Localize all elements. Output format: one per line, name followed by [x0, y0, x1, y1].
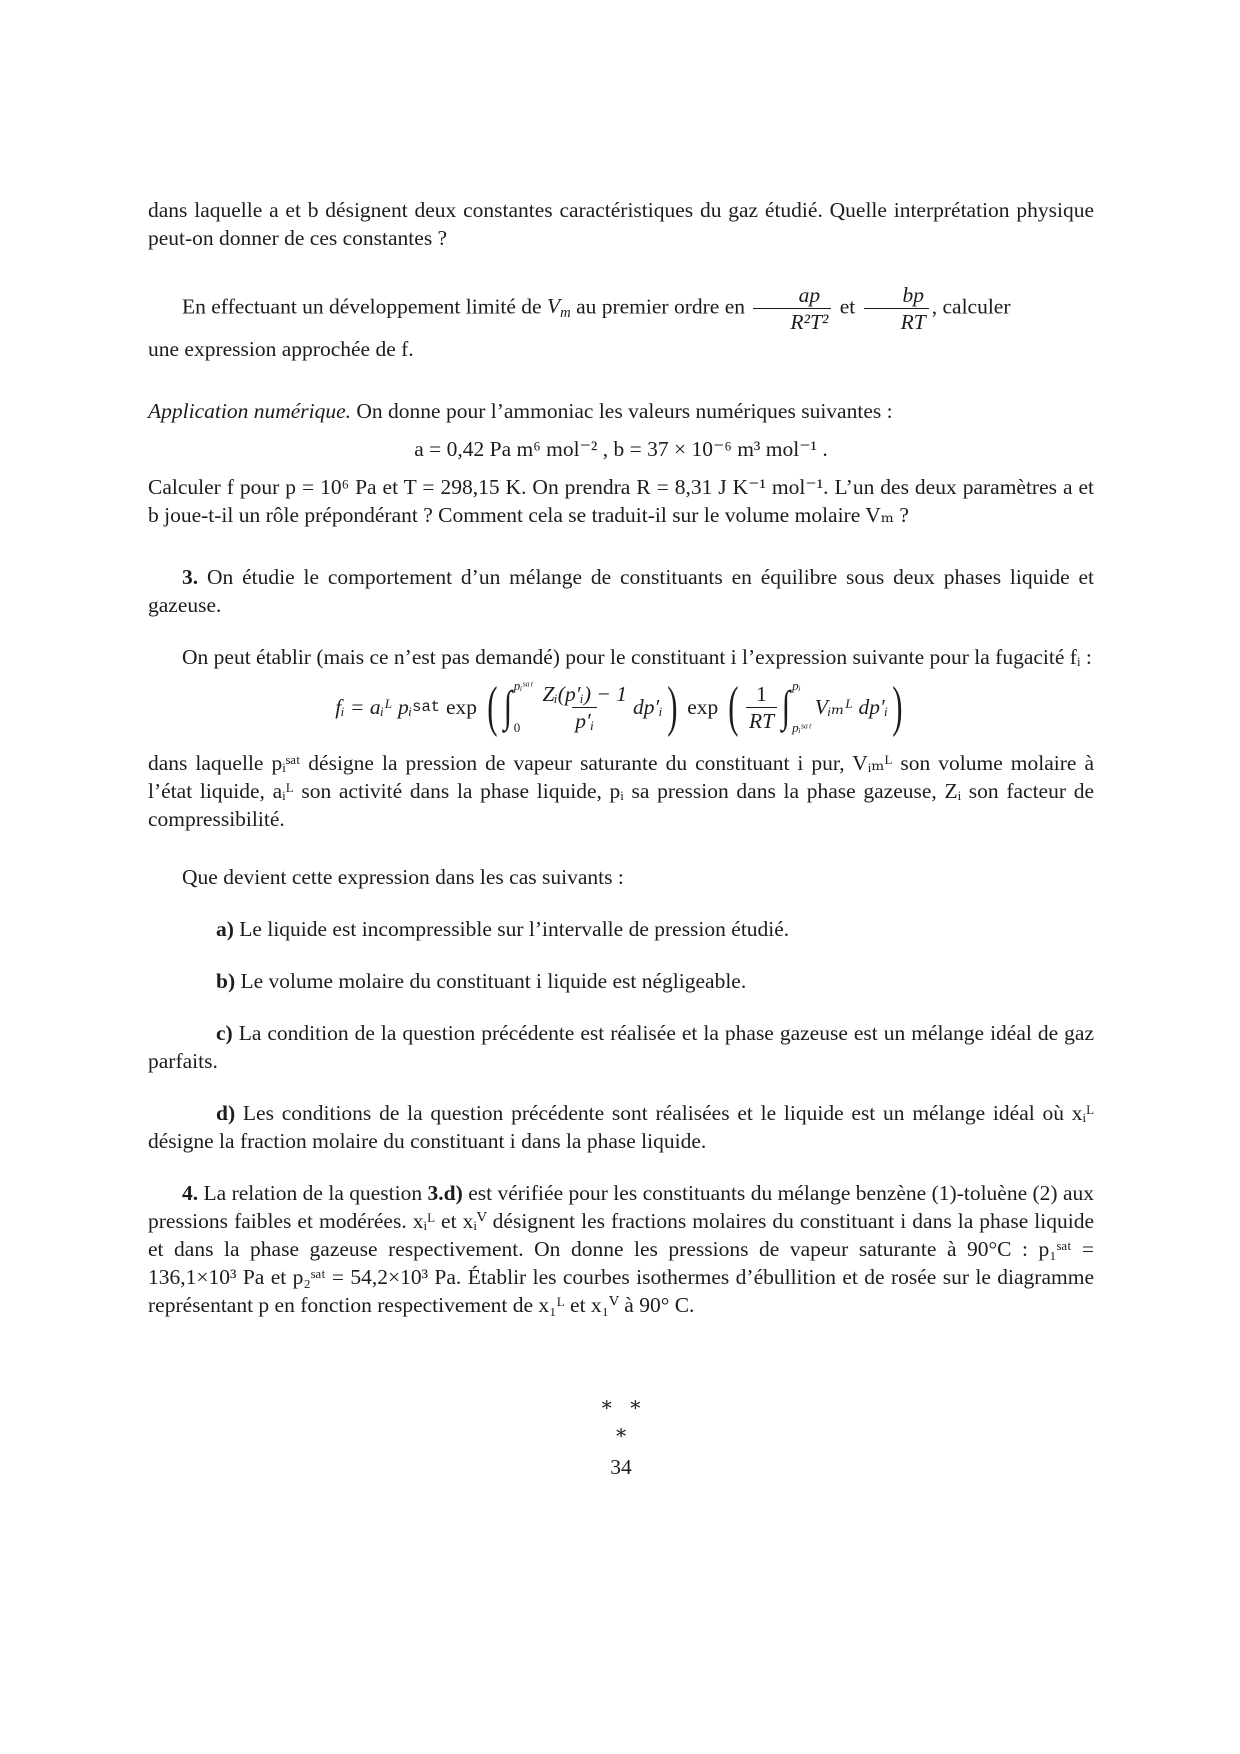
- case-c: c) La condition de la question précédente est réalisée et la phase gazeuse est un mélange idéal de gaz parfaits.: [148, 1021, 1094, 1073]
- question-4-reference: 3.d): [427, 1181, 463, 1205]
- integral-1-limits: pᵢˢᵃᵗ 0: [513, 678, 533, 735]
- integral-2-limits: pᵢ pᵢˢᵃᵗ: [792, 678, 811, 735]
- integral-1: ∫: [503, 682, 512, 731]
- separator-stars: ∗ ∗ ∗: [599, 1394, 643, 1444]
- integral-1-fraction: $\frac{\text{Zᵢ(p′ᵢ) − 1}}{\text{p′ᵢ}}$: [542, 681, 627, 733]
- paren-close-1: ): [666, 676, 678, 738]
- fraction-ap: $\frac{ap}{\text{R²T²}}$: [753, 282, 831, 335]
- paren-open-1: (: [487, 676, 498, 738]
- document-page: [148, 196, 1094, 1481]
- formula-exp-1: exp: [446, 695, 478, 719]
- paren-close-2: ): [892, 676, 903, 738]
- formula-exp-2: exp: [687, 695, 719, 719]
- integral-2: ∫: [781, 682, 791, 731]
- case-d: d) Les conditions de la question précédente sont réalisées et le liquide est un mélange idéal où xᵢᴸ désigne la fraction molaire du constituant i dans la phase liquide.: [148, 1101, 1095, 1153]
- paragraph-development-line2: une expression approchée de f.: [148, 337, 414, 361]
- case-a: a) Le liquide est incompressible sur l’intervalle de pression étudié.: [216, 917, 790, 941]
- question-4: 4. La relation de la question 3.d) est vérifiée pour les constituants du mélange benzène (1)-toluène (2) aux pressions faibles et modérées. xᵢᴸ et xᵢⱽ désignent les fractions molaires du constituant i dans la phase liquide et dans la phase gazeuse respectivement. On donne les pressions de vapeur saturante à 90°C : p₁ˢᵃᵗ = 136,1×10³ Pa et p₂ˢᵃᵗ = 54,2×10³ Pa. Établir les courbes isothermes d’ébullition et de rosée sur le diagramme représentant p en fonction respectivement de x₁ᴸ et x₁ⱽ à 90° C.: [148, 1181, 1095, 1317]
- case-b: b) Le volume molaire du constituant i liquide est négligeable.: [216, 969, 747, 993]
- paren-open-2: (: [728, 676, 739, 738]
- page-number: 34: [610, 1455, 632, 1479]
- formula-one-over-rt: $\frac{1}{RT}$: [746, 681, 777, 734]
- paragraph-application: Application numérique. On donne pour l’ammoniac les valeurs numériques suivantes :: [148, 399, 893, 423]
- paragraph-development: En effectuant un développement limité de $V_m$ au premier ordre en $\frac{ap}{\text{R²T²}}$ et $\frac{bp}{RT}$ , calculer: [182, 283, 1011, 334]
- paragraph-definitions: dans laquelle pᵢˢᵃᵗ désigne la pression de vapeur saturante du constituant i pur, Vᵢₘᴸ son volume molaire à l’état liquide, aᵢᴸ son activité dans la phase liquide, pᵢ sa pression dans la phase gazeuse, Zᵢ son facteur de compressibilité.: [148, 751, 1094, 831]
- fraction-bp: $\frac{bp}{RT}$: [864, 282, 929, 335]
- application-values: a = 0,42 Pa m⁶ mol⁻² , b = 37 × 10⁻⁶ m³ mol⁻¹ .: [414, 437, 828, 461]
- paragraph-calculate: Calculer f pour p = 10⁶ Pa et T = 298,15 K. On prendra R = 8,31 J K⁻¹ mol⁻¹. L’un des deux paramètres a et b joue-t-il un rôle prépondérant ? Comment cela se traduit-il sur le volume molaire Vₘ ?: [148, 475, 1094, 527]
- question-3-fugacity-intro: On peut établir (mais ce n’est pas demandé) pour le constituant i l’expression suivante pour la fugacité fᵢ :: [182, 645, 1092, 669]
- question-4-number: 4.: [182, 1181, 199, 1205]
- question-3: 3. On étudie le comportement d’un mélange de constituants en équilibre sous deux phases liquide et gazeuse.: [148, 565, 1095, 617]
- fugacity-formula: fᵢ = aᵢᴸ pᵢ sat exp ( ∫ pᵢˢᵃᵗ 0 $\frac{\text{Zᵢ(p′ᵢ) − 1}}{\text{p′ᵢ}}$ dp′ᵢ ) exp ( $\frac{1}{RT}$ ∫ pᵢ pᵢˢᵃᵗ Vᵢₘᴸ dp′ᵢ ): [335, 676, 903, 738]
- application-label: Application numérique.: [148, 399, 352, 423]
- paragraph-constants: dans laquelle a et b désignent deux constantes caractéristiques du gaz étudié. Quelle interprétation physique peut-on donner de ces constantes ?: [148, 198, 1094, 250]
- question-3-number: 3.: [182, 565, 199, 589]
- formula-lhs: fᵢ = aᵢᴸ pᵢ: [335, 695, 413, 719]
- question-3-cases-intro: Que devient cette expression dans les cas suivants :: [182, 865, 624, 889]
- vm-symbol: $V_m$: [546, 294, 571, 322]
